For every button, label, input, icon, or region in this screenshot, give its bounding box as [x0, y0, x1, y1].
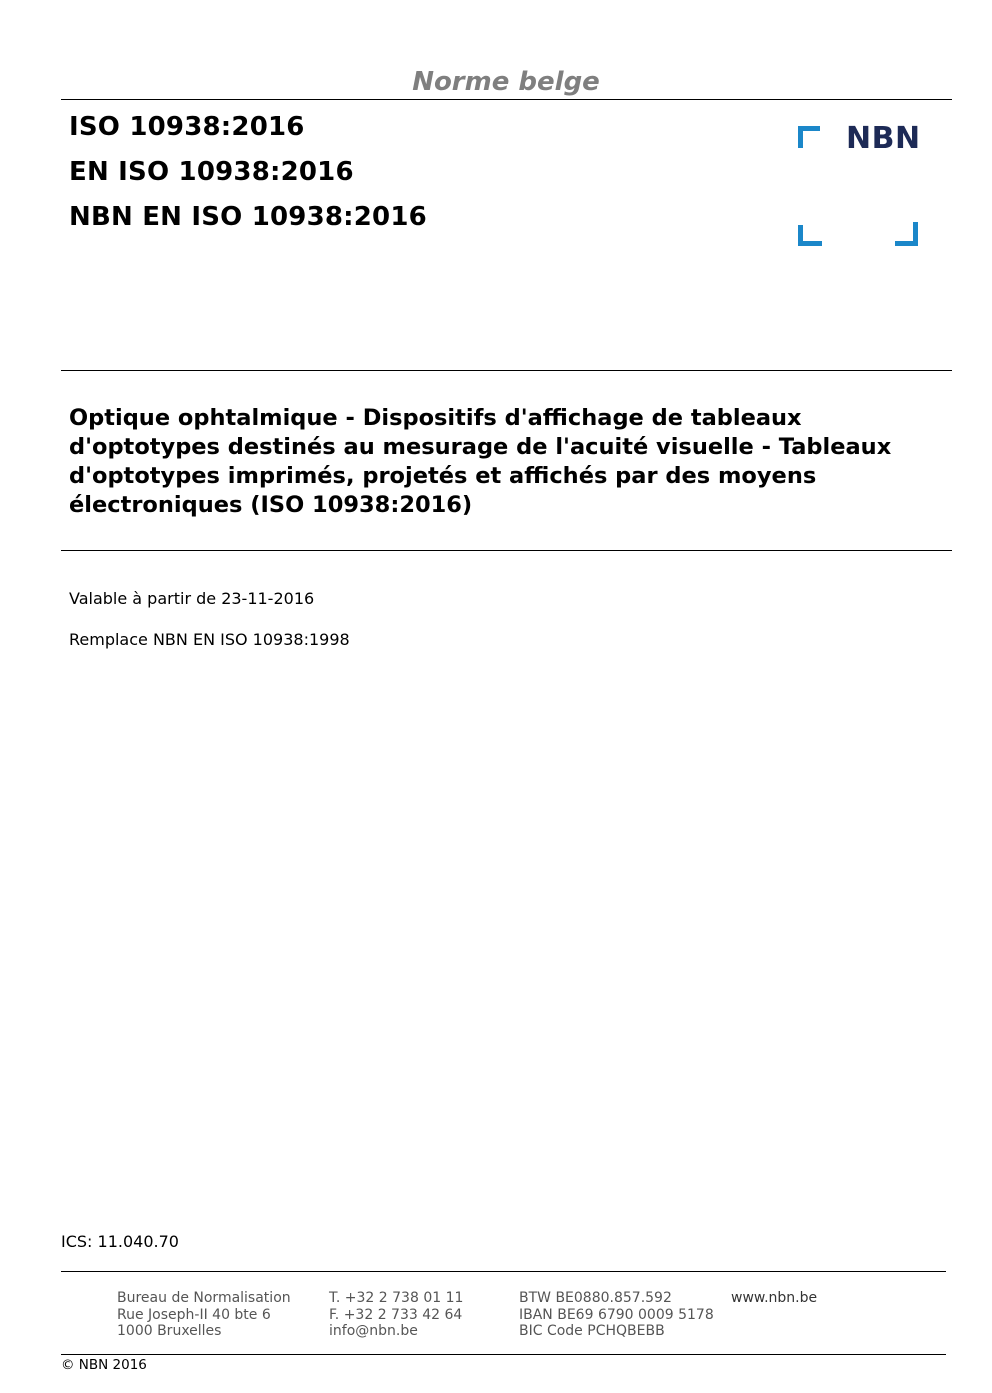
- footer-address: [117, 1290, 291, 1340]
- document-type-label: Norme belge: [412, 67, 600, 97]
- copyright: © NBN 2016: [61, 1357, 147, 1373]
- title-top-divider: [61, 370, 952, 371]
- header-divider: [61, 99, 952, 100]
- footer-phone: T. +32 2 738 01 11: [329, 1290, 464, 1306]
- replaces-standard: Remplace NBN EN ISO 10938:1998: [69, 630, 350, 649]
- footer-bank: [519, 1290, 714, 1340]
- logo-text: NBN: [846, 121, 921, 156]
- footer-contact: [329, 1290, 463, 1340]
- ics-code: ICS: 11.040.70: [61, 1232, 179, 1251]
- document-title: Optique ophtalmique - Dispositifs d'affichage de tableaux d'optotypes destinés au mesurage de l'acuité visuelle - Tableaux d'optotypes imprimés, projetés et affichés par des moyens électroniques (ISO 10938:2016): [69, 405, 892, 518]
- logo-bracket-bottom-left: [801, 225, 823, 244]
- footer-email: info@nbn.be: [329, 1323, 418, 1339]
- footer-top-divider: [61, 1271, 946, 1272]
- footer-iban: IBAN BE69 6790 0009 5178: [519, 1306, 714, 1323]
- footer-address-line: 1000 Bruxelles: [117, 1323, 222, 1339]
- validity-date: Valable à partir de 23-11-2016: [69, 589, 315, 608]
- footer-bottom-divider: [61, 1354, 946, 1355]
- title-bottom-divider: [61, 550, 952, 551]
- footer-website: www.nbn.be: [731, 1290, 818, 1306]
- standard-code-nbn: NBN EN ISO 10938:2016: [69, 202, 427, 232]
- footer-vat: BTW BE0880.857.592: [519, 1290, 672, 1306]
- logo-bracket-bottom-right: [895, 222, 916, 244]
- footer-fax: F. +32 2 733 42 64: [329, 1306, 463, 1323]
- standard-code-en: EN ISO 10938:2016: [69, 157, 354, 187]
- footer-address-line: Bureau de Normalisation: [117, 1290, 291, 1306]
- footer-address-line: Rue Joseph-II 40 bte 6: [117, 1306, 271, 1323]
- standard-code-iso: ISO 10938:2016: [69, 112, 305, 142]
- footer-bic: BIC Code PCHQBEBB: [519, 1323, 665, 1339]
- logo-bracket-top-left: [801, 129, 821, 149]
